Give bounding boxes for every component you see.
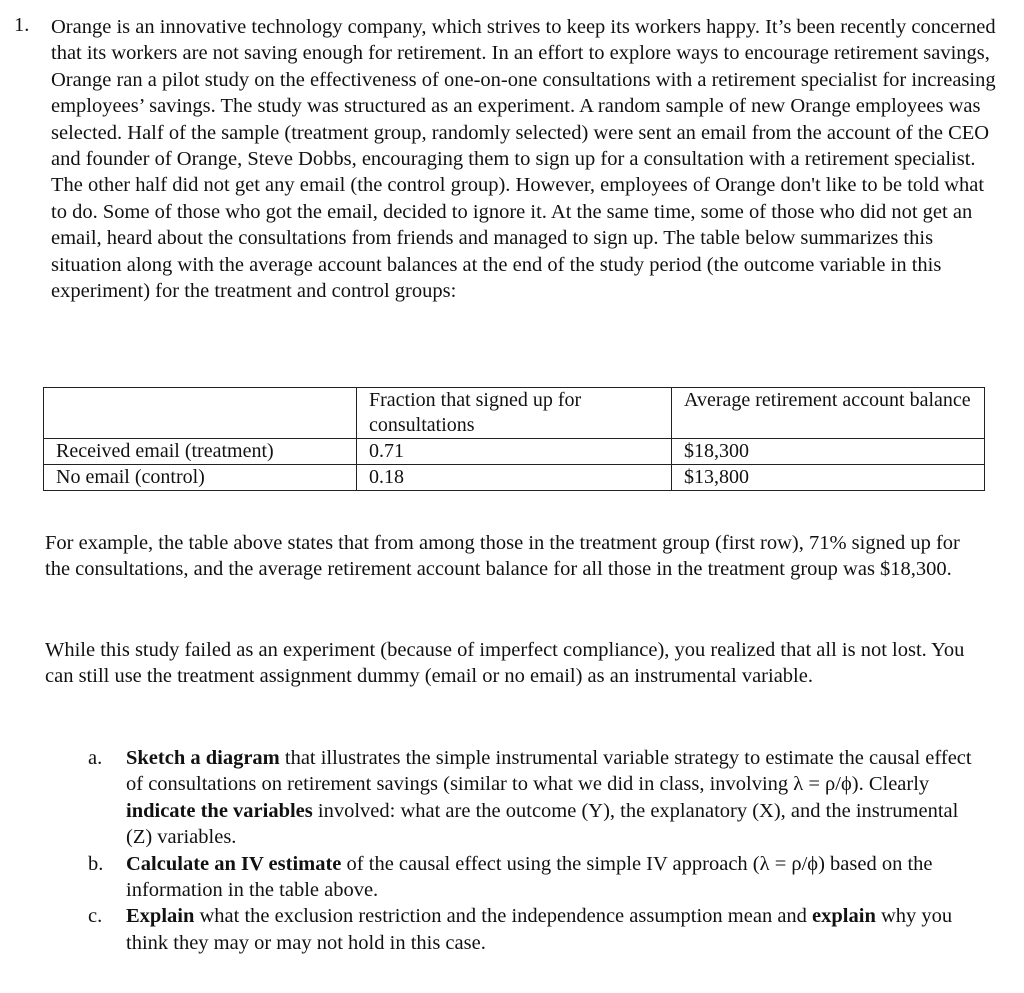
- sub-questions: [88, 745, 988, 956]
- item-text: involved: what are the outcome (Y), the explanatory (X), and the instrumental (Z) variables.: [126, 799, 959, 849]
- data-table: [43, 387, 985, 491]
- bold-text: Sketch a diagram: [126, 747, 280, 769]
- header-cell: Average retirement account balance: [672, 388, 985, 439]
- bold-text: indicate the variables: [126, 799, 313, 822]
- iv-paragraph: While this study failed as an experiment (because of imperfect compliance), you realized that all is not lost. You can still use the treatment assignment dummy (email or no email) as an instrumental variable.: [45, 639, 965, 688]
- fraction-cell: 0.18: [357, 465, 672, 491]
- table-header-row: [44, 388, 985, 439]
- sub-question-a: [88, 745, 988, 851]
- balance-cell: $18,300: [672, 439, 985, 465]
- header-cell: Fraction that signed up for consultations: [357, 388, 672, 439]
- item-text: that illustrates the simple instrumental variable strategy to estimate the causal effect of consultations on retirement savings (similar to what we did in class, involving λ = ρ/ϕ). Clearly: [126, 747, 972, 796]
- sub-question-b: [88, 851, 988, 904]
- bold-text: explain: [812, 905, 876, 928]
- item-label: c.: [88, 905, 103, 928]
- example-paragraph: For example, the table above states that from among those in the treatment group (first row), 71% signed up for the consultations, and the average retirement account balance for all those in the treatment group was $18,300.: [45, 532, 960, 581]
- row-label: Received email (treatment): [44, 439, 357, 465]
- item-text: of the causal effect using the simple IV approach (λ = ρ/ϕ) based on the information in the table above.: [126, 852, 933, 902]
- bold-text: Calculate an IV estimate: [126, 852, 342, 875]
- item-label: a.: [88, 747, 103, 769]
- item-label: b.: [88, 852, 104, 875]
- sub-question-c: [88, 903, 988, 956]
- question-number: 1.: [14, 14, 30, 36]
- intro-paragraph: Orange is an innovative technology company, which strives to keep its workers happy. It’s been recently concerned that its workers are not saving enough for retirement. In an effort to explore ways to encourage retirement savings, Orange ran a pilot study on the effectiveness of one-on-one consultations with a retirement specialist for increasing employees’ savings. The study was structured as an experiment. A random sample of new Orange employees was selected. Half of the sample (treatment group, randomly selected) were sent an email from the account of the CEO and founder of Orange, Steve Dobbs, encouraging them to sign up for a consultation with a retirement specialist. The other half did not get any email (the control group). However, employees of Orange don't like to be told what to do. Some of those who got the email, decided to ignore it. At the same time, some of those who did not get an email, heard about the consultations from friends and managed to sign up. The table below summarizes this situation along with the average account balances at the end of the study period (the outcome variable in this experiment) for the treatment and control groups:: [51, 16, 996, 303]
- table-row: [44, 439, 985, 465]
- item-text: what the exclusion restriction and the independence assumption mean and: [194, 905, 813, 928]
- item-text: why you think they may or may not hold in this case.: [126, 905, 953, 954]
- bold-text: Explain: [126, 905, 195, 928]
- table-row: [44, 465, 985, 491]
- fraction-cell: 0.71: [357, 439, 672, 465]
- balance-cell: $13,800: [672, 465, 985, 491]
- header-cell: [44, 388, 357, 439]
- row-label: No email (control): [44, 465, 357, 491]
